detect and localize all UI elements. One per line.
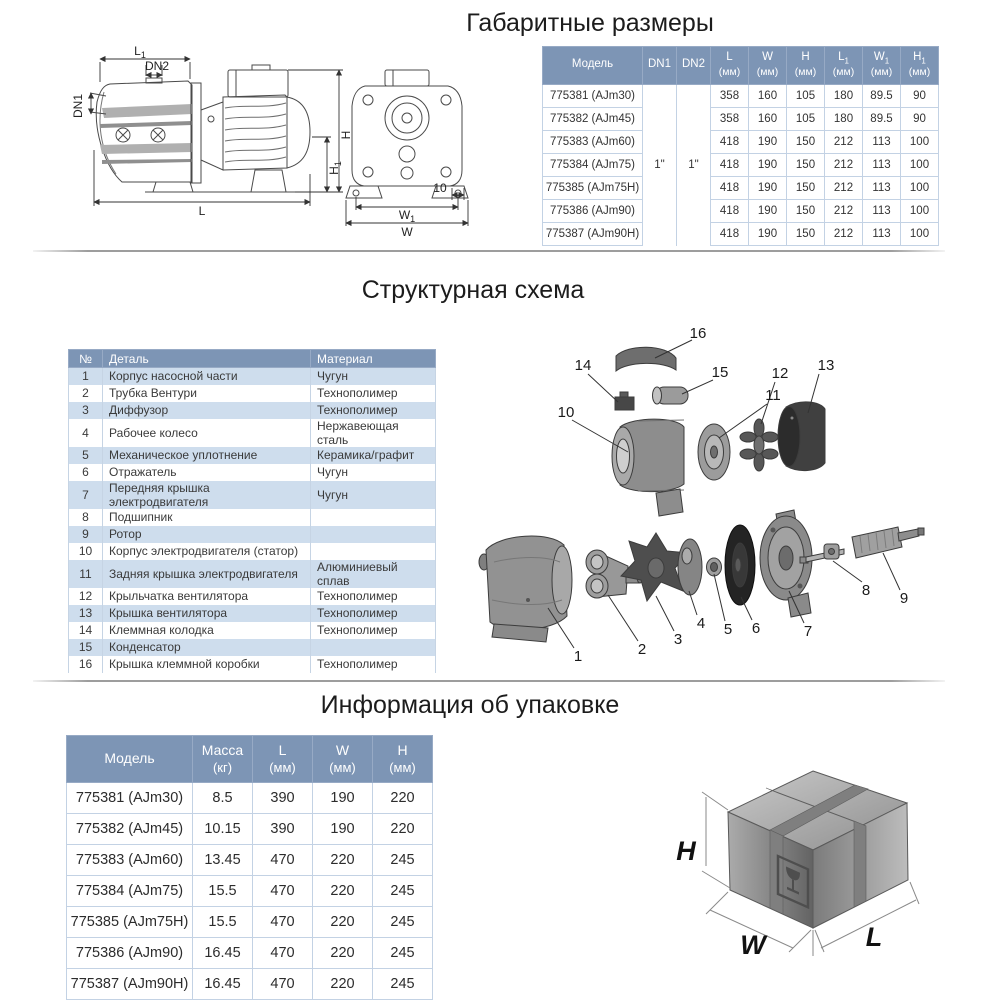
col-header-dim: W (мм) bbox=[749, 47, 787, 85]
cell-value: 100 bbox=[901, 200, 939, 223]
cell-value: 220 bbox=[313, 969, 373, 1000]
part-fan-cover bbox=[778, 402, 825, 471]
part-number-6: 6 bbox=[751, 620, 761, 637]
table-row bbox=[69, 419, 436, 447]
col-header-pack: Масса (кг) bbox=[193, 736, 253, 783]
cell-value: 470 bbox=[253, 969, 313, 1000]
packing-box-illustration bbox=[640, 740, 980, 1000]
cell-part: Диффузор bbox=[103, 402, 311, 419]
part-impeller bbox=[678, 539, 702, 595]
cell-num: 10 bbox=[69, 543, 103, 560]
cell-value: 113 bbox=[863, 154, 901, 177]
cell-part: Механическое уплотнение bbox=[103, 447, 311, 464]
cell-value: 212 bbox=[825, 154, 863, 177]
cell-dn1 bbox=[643, 131, 677, 154]
cell-model: 775381 (AJm30) bbox=[67, 783, 193, 814]
cell-value: 150 bbox=[787, 177, 825, 200]
cell-material: Технополимер bbox=[311, 622, 436, 639]
cell-dn2 bbox=[677, 85, 711, 108]
cell-model: 775385 (AJm75H) bbox=[543, 177, 643, 200]
cell-material: Технополимер bbox=[311, 588, 436, 605]
cell-part: Передняя крышка электродвигателя bbox=[103, 481, 311, 509]
part-deflector bbox=[725, 525, 755, 605]
cell-dn2 bbox=[677, 223, 711, 246]
cell-value: 180 bbox=[825, 85, 863, 108]
cell-value: 418 bbox=[711, 200, 749, 223]
col-header-model: Модель bbox=[67, 736, 193, 783]
cell-part: Ротор bbox=[103, 526, 311, 543]
col-header-dim: $H_1$ (мм) bbox=[901, 47, 939, 85]
cell-dn1 bbox=[643, 85, 677, 108]
table-row bbox=[69, 368, 436, 385]
col-header-dim: L (мм) bbox=[711, 47, 749, 85]
cell-part: Корпус электродвигателя (статор) bbox=[103, 543, 311, 560]
part-number-4: 4 bbox=[696, 615, 706, 632]
cell-value: 105 bbox=[787, 108, 825, 131]
cell-part: Рабочее колесо bbox=[103, 419, 311, 447]
cell-value: 390 bbox=[253, 783, 313, 814]
table-row bbox=[69, 464, 436, 481]
part-terminal-block bbox=[615, 392, 634, 410]
cell-value: 100 bbox=[901, 131, 939, 154]
cell-value: 16.45 bbox=[193, 938, 253, 969]
cell-material bbox=[311, 543, 436, 560]
cell-value: 10.15 bbox=[193, 814, 253, 845]
col-header-dn1: DN1 bbox=[643, 47, 677, 85]
table-row bbox=[67, 845, 433, 876]
cell-model: 775387 (AJm90H) bbox=[67, 969, 193, 1000]
col-header-pack: W (мм) bbox=[313, 736, 373, 783]
part-number-7: 7 bbox=[803, 623, 813, 640]
cell-value: 418 bbox=[711, 131, 749, 154]
cell-dn2 bbox=[677, 177, 711, 200]
table-row bbox=[69, 560, 436, 588]
dim-label-dn2: DN2 bbox=[144, 59, 170, 73]
cell-value: 190 bbox=[749, 223, 787, 246]
cell-num: 13 bbox=[69, 605, 103, 622]
cell-value: 212 bbox=[825, 200, 863, 223]
cell-model: 775386 (AJm90) bbox=[543, 200, 643, 223]
cell-value: 160 bbox=[749, 108, 787, 131]
table-row bbox=[69, 481, 436, 509]
cell-value: 220 bbox=[373, 783, 433, 814]
part-number-9: 9 bbox=[899, 590, 909, 607]
cell-value: 113 bbox=[863, 131, 901, 154]
part-number-2: 2 bbox=[637, 641, 647, 658]
cell-part: Клеммная колодка bbox=[103, 622, 311, 639]
part-fan-impeller bbox=[740, 419, 778, 471]
cell-value: 470 bbox=[253, 938, 313, 969]
section-divider bbox=[33, 680, 945, 682]
cell-value: 105 bbox=[787, 85, 825, 108]
cell-part: Крышка клеммной коробки bbox=[103, 656, 311, 673]
section-title-dimensions: Габаритные размеры bbox=[466, 9, 714, 37]
cell-part: Трубка Вентури bbox=[103, 385, 311, 402]
cell-value: 89.5 bbox=[863, 85, 901, 108]
table-row bbox=[69, 605, 436, 622]
part-rear-cover bbox=[698, 424, 730, 480]
dim-label-l: L bbox=[198, 204, 206, 218]
cell-value: 245 bbox=[373, 907, 433, 938]
col-header-dim: H (мм) bbox=[787, 47, 825, 85]
cell-material: Нержавеющая сталь bbox=[311, 419, 436, 447]
cell-value: 150 bbox=[787, 200, 825, 223]
col-header-part: Деталь bbox=[103, 350, 311, 368]
cell-value: 190 bbox=[749, 177, 787, 200]
cell-model: 775382 (AJm45) bbox=[543, 108, 643, 131]
table-row bbox=[69, 509, 436, 526]
cell-value: 160 bbox=[749, 85, 787, 108]
cell-num: 6 bbox=[69, 464, 103, 481]
cell-num: 11 bbox=[69, 560, 103, 588]
cell-value: 113 bbox=[863, 200, 901, 223]
cell-num: 16 bbox=[69, 656, 103, 673]
carton-box bbox=[728, 771, 908, 928]
cell-value: 13.45 bbox=[193, 845, 253, 876]
part-number-15: 15 bbox=[711, 364, 729, 381]
table-row bbox=[69, 385, 436, 402]
cell-value: 245 bbox=[373, 969, 433, 1000]
packing-table bbox=[66, 735, 433, 1000]
cell-material: Чугун bbox=[311, 368, 436, 385]
cell-part: Отражатель bbox=[103, 464, 311, 481]
cell-part: Корпус насосной части bbox=[103, 368, 311, 385]
cell-num: 9 bbox=[69, 526, 103, 543]
cell-model: 775383 (AJm60) bbox=[543, 131, 643, 154]
cell-model: 775382 (AJm45) bbox=[67, 814, 193, 845]
cell-value: 113 bbox=[863, 223, 901, 246]
cell-material: Чугун bbox=[311, 464, 436, 481]
parts-table-header bbox=[69, 350, 436, 368]
cell-material: Керамика/графит bbox=[311, 447, 436, 464]
cell-value: 15.5 bbox=[193, 907, 253, 938]
part-number-16: 16 bbox=[689, 325, 707, 342]
cell-value: 245 bbox=[373, 845, 433, 876]
cell-value: 190 bbox=[749, 200, 787, 223]
table-row bbox=[67, 783, 433, 814]
table-row bbox=[543, 154, 939, 177]
cell-value: 470 bbox=[253, 876, 313, 907]
table-row bbox=[69, 656, 436, 673]
table-row bbox=[543, 108, 939, 131]
cell-value: 212 bbox=[825, 131, 863, 154]
cell-model: 775386 (AJm90) bbox=[67, 938, 193, 969]
table-row bbox=[67, 907, 433, 938]
cell-value: 100 bbox=[901, 154, 939, 177]
table-row bbox=[69, 526, 436, 543]
cell-value: 180 bbox=[825, 108, 863, 131]
dimensions-table bbox=[542, 46, 939, 246]
table-row bbox=[543, 131, 939, 154]
col-header-num: № bbox=[69, 350, 103, 368]
part-pump-housing bbox=[479, 536, 572, 642]
cell-value: 100 bbox=[901, 177, 939, 200]
box-label-l: L bbox=[865, 922, 883, 952]
cell-dn1 bbox=[643, 108, 677, 131]
part-number-10: 10 bbox=[557, 404, 575, 421]
table-row bbox=[69, 588, 436, 605]
cell-value: 8.5 bbox=[193, 783, 253, 814]
cell-model: 775381 (AJm30) bbox=[543, 85, 643, 108]
pump-side-view bbox=[90, 65, 315, 192]
cell-value: 212 bbox=[825, 177, 863, 200]
cell-value: 220 bbox=[373, 814, 433, 845]
part-number-11: 11 bbox=[765, 387, 781, 404]
cell-value: 90 bbox=[901, 85, 939, 108]
section-title-structure: Структурная схема bbox=[361, 276, 585, 304]
cell-num: 12 bbox=[69, 588, 103, 605]
cell-dn1 bbox=[643, 200, 677, 223]
col-header-dim: $W_1$ (мм) bbox=[863, 47, 901, 85]
cell-dn1 bbox=[643, 223, 677, 246]
part-capacitor bbox=[653, 387, 689, 404]
dim-label-h: H bbox=[339, 130, 353, 140]
box-label-h: H bbox=[676, 836, 696, 866]
cell-value: 150 bbox=[787, 131, 825, 154]
part-stator-body bbox=[612, 419, 684, 516]
pump-exploded-diagram bbox=[470, 300, 950, 680]
col-header-model: Модель bbox=[543, 47, 643, 85]
dimensions-table-header bbox=[543, 47, 939, 85]
cell-part: Подшипник bbox=[103, 509, 311, 526]
pump-dimensional-drawing bbox=[60, 40, 480, 240]
table-row bbox=[69, 543, 436, 560]
cell-material bbox=[311, 509, 436, 526]
table-row bbox=[67, 969, 433, 1000]
col-header-pack: L (мм) bbox=[253, 736, 313, 783]
cell-dn2 bbox=[677, 108, 711, 131]
section-divider bbox=[33, 250, 945, 252]
cell-value: 190 bbox=[313, 814, 373, 845]
parts-table bbox=[68, 349, 436, 673]
section-title-packing: Информация об упаковке bbox=[320, 691, 620, 719]
cell-value: 150 bbox=[787, 154, 825, 177]
cell-value: 418 bbox=[711, 154, 749, 177]
cell-model: 775385 (AJm75H) bbox=[67, 907, 193, 938]
part-terminal-box-cover bbox=[616, 347, 676, 371]
cell-value: 220 bbox=[313, 845, 373, 876]
cell-value: 220 bbox=[313, 876, 373, 907]
table-row bbox=[543, 223, 939, 246]
col-header-dn2: DN2 bbox=[677, 47, 711, 85]
cell-value: 220 bbox=[313, 938, 373, 969]
cell-part: Задняя крышка электродвигателя bbox=[103, 560, 311, 588]
cell-value: 100 bbox=[901, 223, 939, 246]
dim-label-dn1: DN1 bbox=[71, 93, 85, 118]
cell-value: 245 bbox=[373, 876, 433, 907]
table-row bbox=[67, 938, 433, 969]
cell-value: 113 bbox=[863, 177, 901, 200]
cell-material bbox=[311, 526, 436, 543]
table-row bbox=[69, 622, 436, 639]
cell-value: 390 bbox=[253, 814, 313, 845]
cell-value: 358 bbox=[711, 108, 749, 131]
part-mechanical-seal bbox=[707, 558, 722, 576]
part-number-14: 14 bbox=[574, 357, 592, 374]
dim-label-l1: $L_1$ bbox=[134, 44, 146, 60]
dim-label-h1: $H_1$ bbox=[327, 161, 343, 175]
col-header-dim: $L_1$ (мм) bbox=[825, 47, 863, 85]
part-number-5: 5 bbox=[723, 621, 733, 638]
cell-part: Крыльчатка вентилятора bbox=[103, 588, 311, 605]
cell-num: 2 bbox=[69, 385, 103, 402]
table-row bbox=[67, 814, 433, 845]
cell-material: Технополимер bbox=[311, 385, 436, 402]
cell-num: 14 bbox=[69, 622, 103, 639]
table-row bbox=[543, 177, 939, 200]
part-rotor bbox=[852, 527, 924, 558]
part-number-8: 8 bbox=[861, 582, 871, 599]
box-label-w: W bbox=[740, 930, 766, 960]
cell-value: 90 bbox=[901, 108, 939, 131]
leader-lines bbox=[548, 340, 900, 648]
table-row bbox=[67, 876, 433, 907]
part-number-12: 12 bbox=[771, 365, 789, 382]
cell-num: 8 bbox=[69, 509, 103, 526]
table-row bbox=[543, 200, 939, 223]
cell-dn1: 1" bbox=[643, 154, 677, 177]
dim-label-w1: $W_1$ bbox=[398, 208, 416, 224]
table-row bbox=[543, 85, 939, 108]
cell-num: 7 bbox=[69, 481, 103, 509]
cell-material: Алюминиевый сплав bbox=[311, 560, 436, 588]
cell-value: 418 bbox=[711, 177, 749, 200]
cell-dn1 bbox=[643, 177, 677, 200]
cell-value: 190 bbox=[749, 131, 787, 154]
packing-table-header bbox=[67, 736, 433, 783]
cell-value: 212 bbox=[825, 223, 863, 246]
cell-model: 775384 (AJm75) bbox=[543, 154, 643, 177]
dim-label-offset-10: 10 bbox=[433, 181, 447, 195]
dim-label-w: W bbox=[401, 225, 413, 239]
col-header-pack: H (мм) bbox=[373, 736, 433, 783]
part-number-1: 1 bbox=[573, 648, 583, 665]
cell-num: 4 bbox=[69, 419, 103, 447]
table-row bbox=[69, 639, 436, 656]
cell-value: 470 bbox=[253, 907, 313, 938]
part-number-13: 13 bbox=[817, 357, 835, 374]
cell-value: 150 bbox=[787, 223, 825, 246]
cell-value: 358 bbox=[711, 85, 749, 108]
cell-num: 5 bbox=[69, 447, 103, 464]
cell-model: 775383 (AJm60) bbox=[67, 845, 193, 876]
cell-material: Технополимер bbox=[311, 402, 436, 419]
col-header-material: Материал bbox=[311, 350, 436, 368]
cell-value: 190 bbox=[749, 154, 787, 177]
table-row bbox=[69, 402, 436, 419]
cell-value: 89.5 bbox=[863, 108, 901, 131]
cell-value: 15.5 bbox=[193, 876, 253, 907]
cell-material: Технополимер bbox=[311, 656, 436, 673]
cell-value: 190 bbox=[313, 783, 373, 814]
pump-front-view bbox=[346, 70, 468, 198]
cell-value: 220 bbox=[313, 907, 373, 938]
part-number-3: 3 bbox=[673, 631, 683, 648]
cell-value: 245 bbox=[373, 938, 433, 969]
cell-material: Технополимер bbox=[311, 605, 436, 622]
cell-model: 775384 (AJm75) bbox=[67, 876, 193, 907]
cell-num: 1 bbox=[69, 368, 103, 385]
cell-material: Чугун bbox=[311, 481, 436, 509]
cell-model: 775387 (AJm90H) bbox=[543, 223, 643, 246]
cell-dn2 bbox=[677, 200, 711, 223]
cell-part: Крышка вентилятора bbox=[103, 605, 311, 622]
cell-num: 3 bbox=[69, 402, 103, 419]
cell-part: Конденсатор bbox=[103, 639, 311, 656]
cell-material bbox=[311, 639, 436, 656]
cell-dn2 bbox=[677, 131, 711, 154]
cell-num: 15 bbox=[69, 639, 103, 656]
cell-value: 16.45 bbox=[193, 969, 253, 1000]
cell-value: 418 bbox=[711, 223, 749, 246]
table-row bbox=[69, 447, 436, 464]
cell-dn2: 1" bbox=[677, 154, 711, 177]
cell-value: 470 bbox=[253, 845, 313, 876]
